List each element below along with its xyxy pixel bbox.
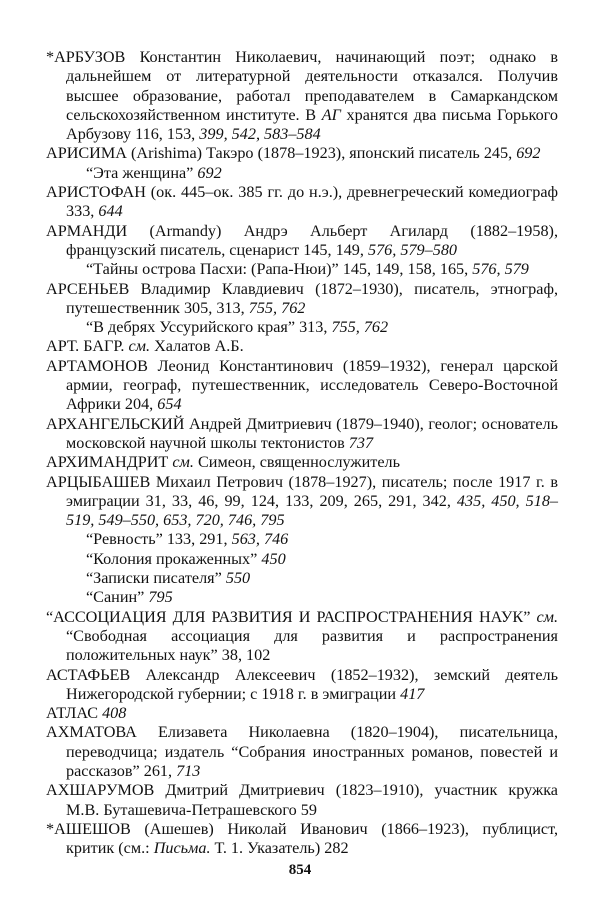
work-entry: “В дебрях Уссурийского края” 313, 755, 762 [86,318,389,337]
work-entry: “Эта женщина” 692 [86,163,222,182]
index-entry-akhmatova: АХМАТОВА Елизавета Николаевна (1820–1904), писательница, переводчица; издатель “Собрания иностранных романов, повестей и рассказов” 261, 713 [46,723,558,780]
work-entry: “Санин” 795 [86,588,173,607]
work-entry: “Записки писателя” 550 [86,569,251,588]
index-page [46,48,558,858]
index-entry-artamonov: АРТАМОНОВ Леонид Константинович (1859–1932), генерал царской армии, географ, путешественник, исследователь Северо-Восточной Африки 204, 654 [46,356,558,414]
index-entry-astafev: АСТАФЬЕВ Александр Алексеевич (1852–1932), земский деятель Нижегородской губернии; с 1918 г. в эмиграции 417 [46,665,558,703]
index-entry-atlas: АТЛАС 408 [46,704,127,723]
index-entry-assotsiatsiya: “АССОЦИАЦИЯ ДЛЯ РАЗВИТИЯ И РАСПРОСТРАНЕНИЯ НАУК” см. “Свободная ассоциация для развития и распространения положительных наук” 38, 102 [46,607,558,665]
index-entry-akhsharumov: АХШАРУМОВ Дмитрий Дмитриевич (1823–1910), участник кружка М.В. Буташевича-Петрашевского 59 [46,781,558,819]
page-number: 854 [288,862,312,878]
index-entry-aristofan: АРИСТОФАН (ок. 445–ок. 385 гг. до н.э.), древнегреческий комедиограф 333, 644 [46,183,558,221]
index-entry-art-bagr: АРТ. БАГР. см. Халатов А.Б. [46,337,244,356]
index-entry-arsenev: АРСЕНЬЕВ Владимир Клавдиевич (1872–1930), писатель, этнограф, путешественник 305, 313, 755, 762 [46,279,558,317]
index-entry-armandi: АРМАНДИ (Armandy) Андрэ Альберт Агилард (1882–1958), французский писатель, сценарист 145, 149, 576, 579–580 [46,221,558,259]
work-entry: “Тайны острова Пасхи: (Рапа-Нюи)” 145, 149, 158, 165, 576, 579 [86,260,529,279]
index-entry-arkhimandrit: АРХИМАНДРИТ см. Симеон, священнослужитель [46,453,400,472]
index-entry-asheshov: *АШЕШОВ (Ашешев) Николай Иванович (1866–1923), публицист, критик (см.: Письма. Т. 1. Указатель) 282 [46,819,558,858]
work-entry: “Колония прокаженных” 450 [86,549,286,568]
index-entry-arishima: АРИСИМА (Arishima) Такэро (1878–1923), японский писатель 245, 692 [46,144,541,163]
work-entry: “Ревность” 133, 291, 563, 746 [86,530,289,549]
index-entry-artsybashev: АРЦЫБАШЕВ Михаил Петрович (1878–1927), писатель; после 1917 г. в эмиграции 31, 33, 46, 99, 124, 133, 209, 265, 291, 342, 435, 450, 518–519, 549–550, 653, 720, 746, 795 [46,472,559,530]
index-entry-arbuzov: *АРБУЗОВ Константин Николаевич, начинающий поэт; однако в дальнейшем от литературной деятельности отказался. Получив высшее образование, работал преподавателем в Самаркандском сельскохозяйственном институте. В АГ хранятся два письма Горького Арбузову 116, 153, 399, 542, 583–584 [46,48,558,144]
index-entry-arkhangelsky: АРХАНГЕЛЬСКИЙ Андрей Дмитриевич (1879–1940), геолог; основатель московской научной школы тектонистов 737 [46,414,558,452]
